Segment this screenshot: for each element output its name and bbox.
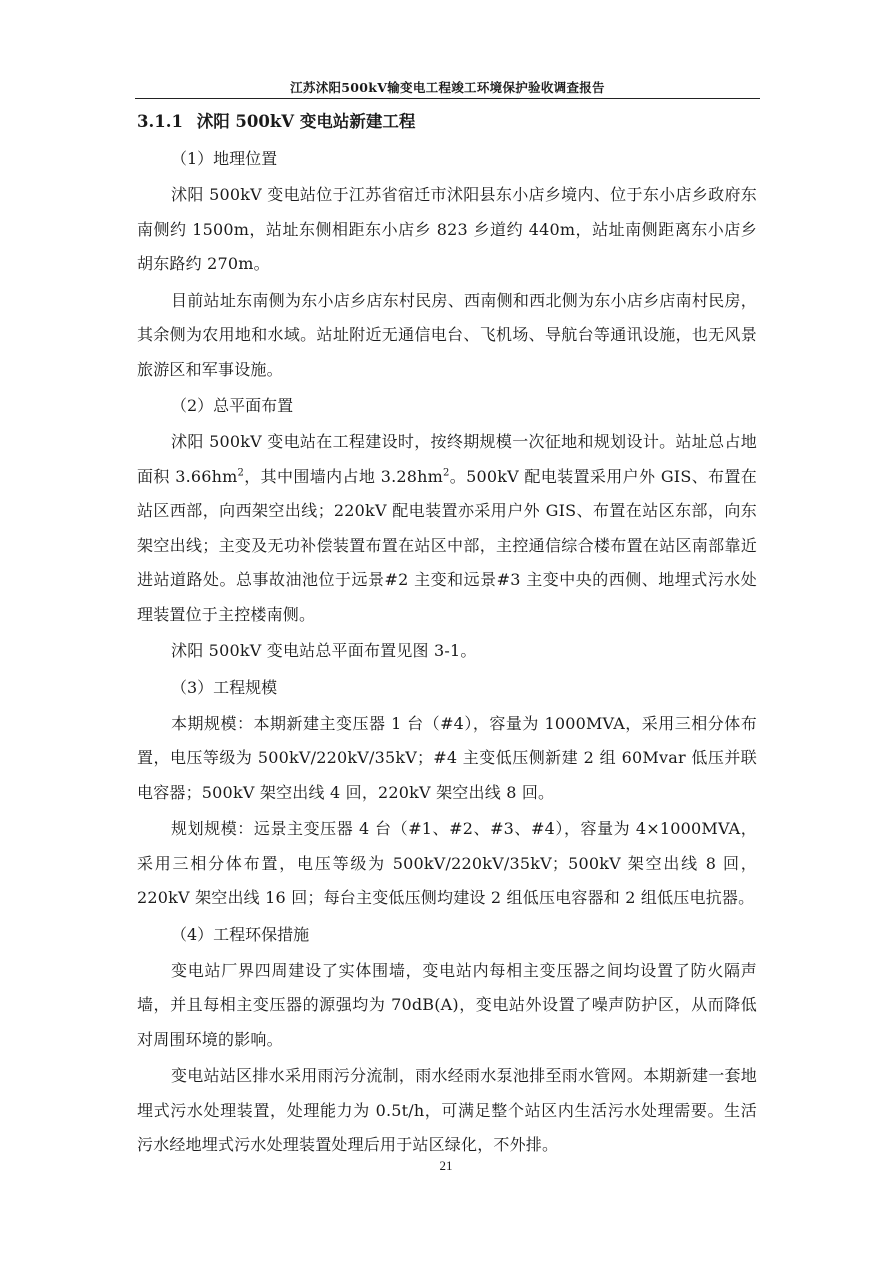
running-header: 江苏沭阳500kV输变电工程竣工环境保护验收调查报告 [290,80,605,95]
paragraph-drainage: 变电站站区排水采用雨污分流制，雨水经雨水泵池排至雨水管网。本期新建一套地埋式污水处理装置，处理能力为 0.5t/h，可满足整个站区内生活污水处理需要。生活污水经地埋式污水处理装置处理后用于站区绿化，不外排。 [137,1066,757,1154]
subheading-location: （1）地理位置 [171,149,278,168]
subheading-layout: （2）总平面布置 [171,396,294,415]
superscript: 2 [443,467,450,479]
layout-text-3: 。500kV 配电装置采用户外 GIS、布置在站区西部，向西架空出线；220kV 配电装置亦采用户外 GIS、布置在站区东部，向东架空出线；主变及无功补偿装置布置在站区中部，主控通信综合楼布置在站区南部靠近进站道路处。总事故油池位于远景#2 主变和远景#3 主变中央的西侧、地埋式污水处理装置位于主控楼南侧。 [137,466,757,624]
subheading-scale: （3）工程规模 [171,677,278,697]
subheading-env-measures: （4）工程环保措施 [171,924,310,944]
page-content [137,108,757,1165]
section-heading [137,108,757,136]
paragraph-layout [137,425,757,632]
layout-text-1: 沭阳 500kV 变电站在工程建设时，按终期规模一次征地和规划设计。站址总占地面积 3.66hm [137,432,757,486]
header-rule [135,98,760,99]
section-number: 3.1.1 [137,112,183,131]
paragraph-planned-scale: 规划规模：远景主变压器 4 台（#1、#2、#3、#4），容量为 4×1000MVA，采用三相分体布置，电压等级为 500kV/220kV/35kV；500kV 架空出线 8 回，220kV 架空出线 16 回；每台主变低压侧均建设 2 组低压电容器和 2 组低压电抗器。 [137,819,757,907]
paragraph-surroundings: 目前站址东南侧为东小店乡店东村民房、西南侧和西北侧为东小店乡店南村民房，其余侧为农用地和水域。站址附近无通信电台、飞机场、导航台等通讯设施，也无风景旅游区和军事设施。 [137,290,757,379]
page-number: 21 [439,1158,453,1173]
paragraph-location: 沭阳 500kV 变电站位于江苏省宿迁市沭阳县东小店乡境内、位于东小店乡政府东南侧约 1500m，站址东侧相距东小店乡 823 乡道约 440m，站址南侧距离东小店乡胡东路约 270m。 [137,185,757,273]
layout-text-2: ，其中围墙内占地 3.28hm [244,466,444,486]
section-title: 沭阳 500kV 变电站新建工程 [196,112,416,131]
paragraph-noise-measures: 变电站厂界四周建设了实体围墙，变电站内每相主变压器之间均设置了防火隔声墙，并且每相主变压器的源强均为 70dB(A)，变电站外设置了噪声防护区，从而降低对周围环境的影响。 [137,960,757,1049]
paragraph-current-scale: 本期规模：本期新建主变压器 1 台（#4），容量为 1000MVA，采用三相分体布置，电压等级为 500kV/220kV/35kV；#4 主变低压侧新建 2 组 60Mvar 低压并联电容器；500kV 架空出线 4 回，220kV 架空出线 8 回。 [137,713,757,802]
paragraph-figure-ref: 沭阳 500kV 变电站总平面布置见图 3-1。 [171,641,477,660]
superscript: 2 [237,467,245,479]
